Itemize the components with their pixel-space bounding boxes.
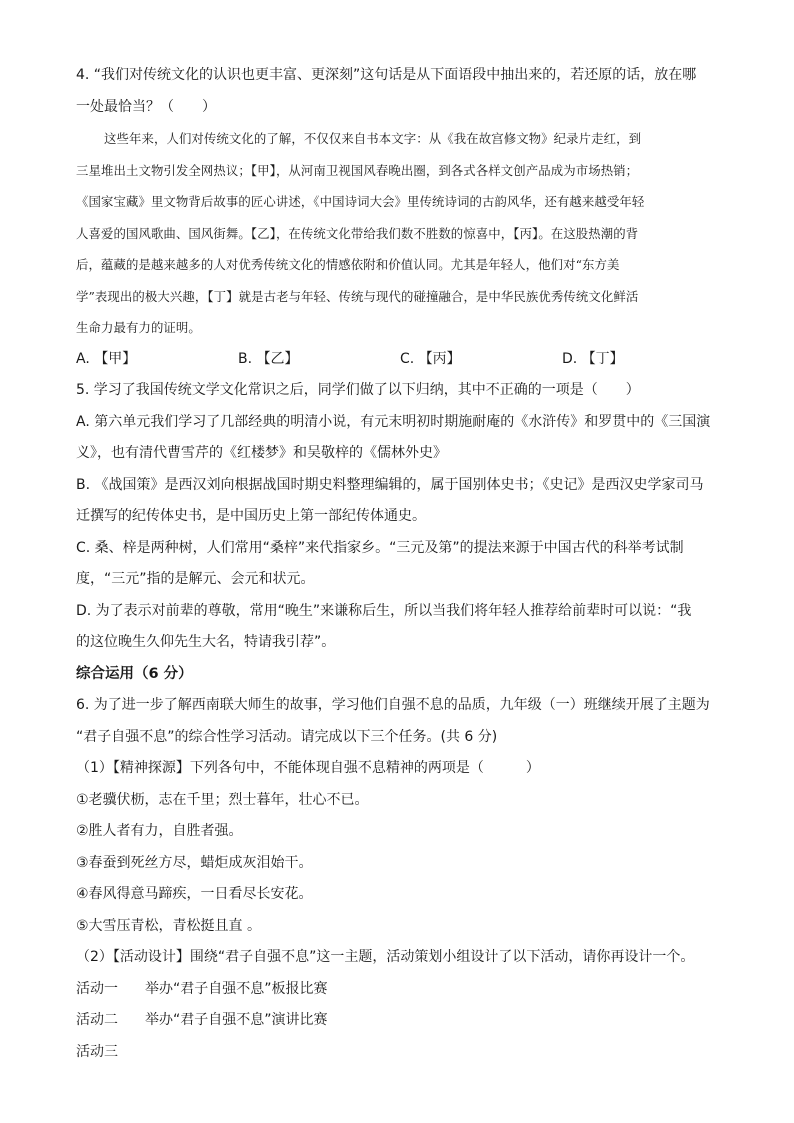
activity-label: 活动一 <box>76 980 118 997</box>
q6-subquestion-2: （2）【活动设计】围绕“君子自强不息”这一主题，活动策划小组设计了以下活动，请你再设计一个。 <box>76 949 695 965</box>
q5-option-line: D. 为了表示对前辈的尊敬，常用“晚生”来谦称后生，所以当我们将年轻人推荐给前辈时可以说：“我 <box>76 602 692 619</box>
activity-row <box>76 1005 726 1037</box>
activity-content: 举办“君子自强不息”演讲比赛 <box>145 1012 328 1028</box>
q6-item: ①老骥伏枥，志在千里；烈士暮年，壮心不已。 <box>76 791 369 808</box>
q6-item: ②胜人者有力，自胜者强。 <box>76 823 243 839</box>
q5-stem: 5. 学习了我国传统文学文化常识之后，同学们做了以下归纳，其中不正确的一项是（ ） <box>76 382 640 398</box>
passage-line: 后，蕴藏的是越来越多的人对优秀传统文化的情感依附和价值认同。尤其是年轻人，他们对“东方美 <box>76 257 620 272</box>
q5-option-line: A. 第六单元我们学习了几部经典的明清小说，有元末明初时期施耐庵的《水浒传》和罗贯中的《三国演 <box>76 413 711 430</box>
passage-line: 《国家宝藏》里文物背后故事的匠心讲述，《中国诗词大会》里传统诗词的古韵风华，还有越来越受年轻 <box>76 194 645 209</box>
section-heading: 综合运用（6 分） <box>76 665 193 682</box>
q4-stem-line-2: 一处最恰当？（ ） <box>76 98 216 115</box>
activity-row <box>76 974 726 1006</box>
q4-options <box>76 344 726 376</box>
activity-label: 活动三 <box>76 1043 118 1060</box>
q4-stem-line-1: 4. “我们对传统文化的认识也更丰富、更深刻”这句话是从下面语段中抽出来的，若还原的话，放在哪 <box>76 67 697 83</box>
q4-option-b: B. 【乙】 <box>238 350 299 367</box>
q5-option-line: 义》，也有清代曹雪芹的《红楼梦》和吴敬梓的《儒林外史》 <box>76 445 447 461</box>
q4-option-c: C. 【丙】 <box>400 350 461 367</box>
question-4 <box>76 60 726 375</box>
q6-stem-line-2: “君子自强不息”的综合性学习活动。请完成以下三个任务。(共 6 分) <box>76 728 498 745</box>
activity-content: 举办“君子自强不息”板报比赛 <box>145 980 328 997</box>
activity-row <box>76 1037 726 1069</box>
q4-passage <box>76 123 726 344</box>
passage-line: 人喜爱的国风歌曲、国风街舞。【乙】，在传统文化带给我们数不胜数的惊喜中，【丙】。在这股热潮的背 <box>76 225 639 241</box>
q6-item: ⑤大雪压青松，青松挺且直 。 <box>76 917 262 934</box>
q6-subquestion-1: （1）【精神探源】下列各句中，不能体现自强不息精神的两项是（ ） <box>76 760 540 776</box>
q5-option-line: 的这位晚生久仰先生大名，特请我引荐”。 <box>76 634 336 650</box>
exam-page <box>76 60 726 1068</box>
passage-line: 生命力最有力的证明。 <box>76 320 201 335</box>
q6-item: ④春风得意马蹄疾，一日看尽长安花。 <box>76 886 313 902</box>
passage-line: 这些年来，人们对传统文化的了解，不仅仅来自书本文字：从《我在故宫修文物》纪录片走红，到 <box>104 131 642 146</box>
activity-label: 活动二 <box>76 1012 118 1028</box>
q5-option-line: 度，“三元”指的是解元、会元和状元。 <box>76 571 315 587</box>
q5-option-line: C. 桑、梓是两种树，人们常用“桑梓”来代指家乡。“三元及第”的提法来源于中国古代的科举考试制 <box>76 539 684 556</box>
q6-stem-line-1: 6. 为了进一步了解西南联大师生的故事，学习他们自强不息的品质，九年级（一）班继续开展了主题为 <box>76 697 710 713</box>
q6-item: ③春蚕到死丝方尽，蜡炬成灰泪始干。 <box>76 854 313 871</box>
question-6 <box>76 690 726 1068</box>
q4-option-a: A. 【甲】 <box>76 350 137 367</box>
passage-line: 三星堆出土文物引发全网热议；【甲】，从河南卫视国风春晚出圈，到各式各样文创产品成为市场热销； <box>76 162 639 178</box>
q4-option-d: D. 【丁】 <box>562 350 624 367</box>
question-5 <box>76 375 726 659</box>
q5-option-line: B. 《战国策》是西汉刘向根据战国时期史料整理编辑的，属于国别体史书；《史记》是西汉史学家司马 <box>76 476 704 493</box>
q5-option-line: 迁撰写的纪传体史书，是中国历史上第一部纪传体通史。 <box>76 508 426 524</box>
passage-line: 学”表现出的极大兴趣，【丁】就是古老与年轻、传统与现代的碰撞融合，是中华民族优秀传统文化鲜活 <box>76 288 639 304</box>
